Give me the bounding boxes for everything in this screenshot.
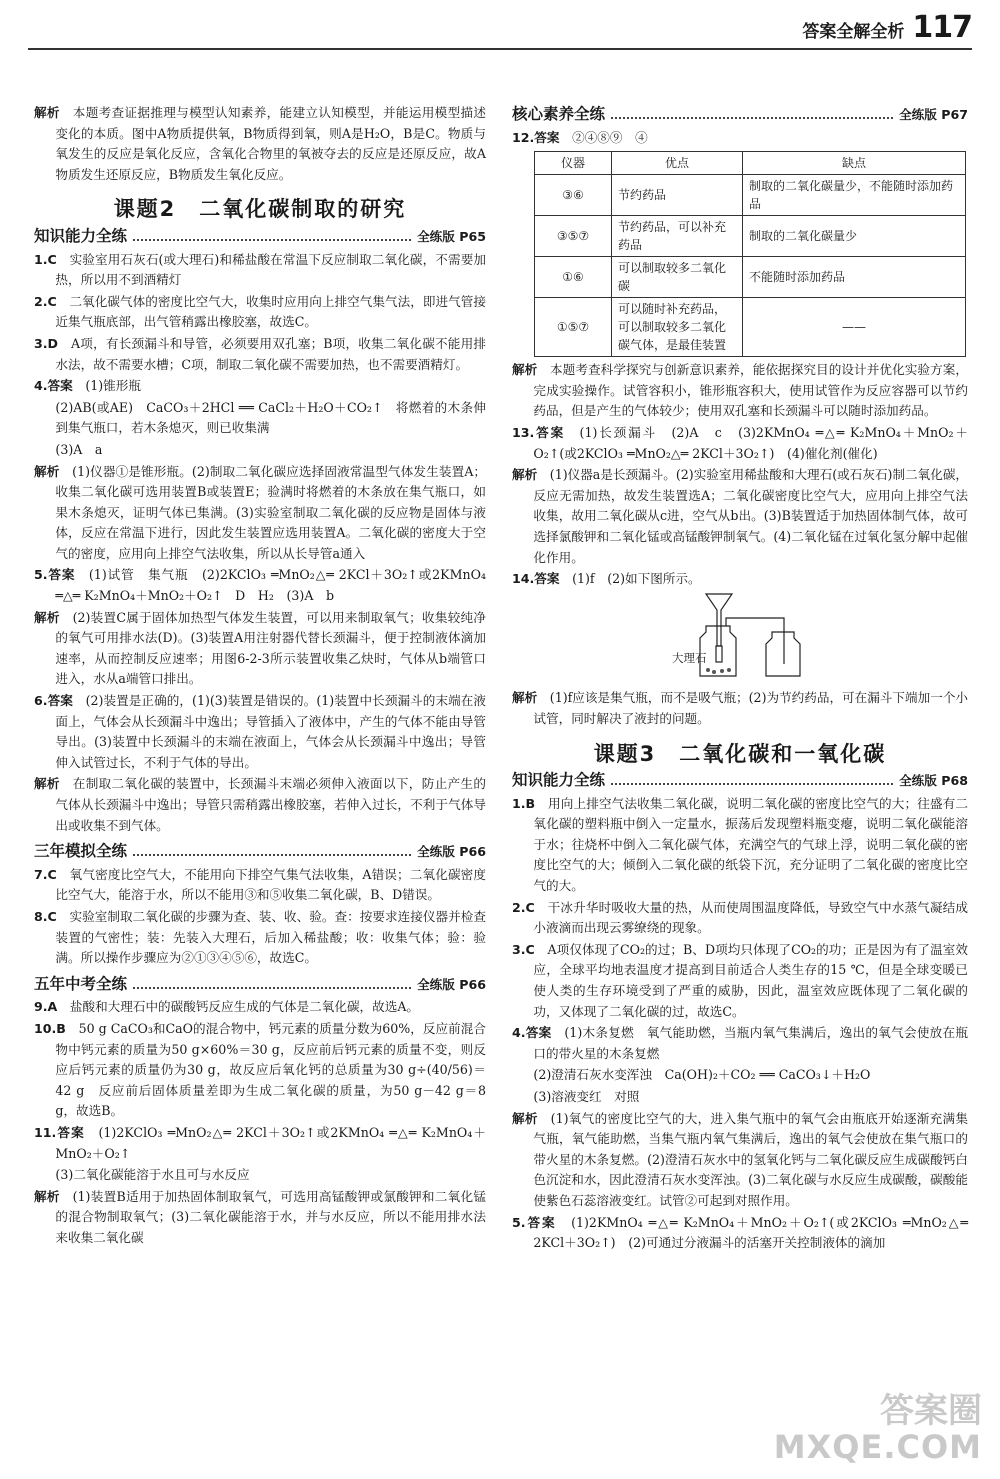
answer-item [512,794,968,897]
answer-list [512,688,968,729]
table-row [535,257,966,298]
section-title: 核心素养全练 [512,105,606,123]
answer-item [512,1087,968,1108]
answer-key: 4.答案 [34,378,73,394]
dot-leader [611,117,893,119]
table-cell: ③⑥ [535,175,612,216]
answer-item [34,865,486,906]
answer-key: 解析 [34,776,60,792]
answer-key: 解析 [34,463,60,479]
funnel-icon [706,594,732,646]
section-version: 全练版 P67 [899,107,968,122]
answer-key: 1.B [512,795,536,811]
answer-text: (1)2KMnO₄ ═△═ K₂MnO₄＋MnO₂＋O₂↑(或2KClO₃ ═MnO₂△═ 2KCl＋3O₂↑) (2)可通过分液漏斗的活塞开关控制液体的滴加 [533,1214,968,1251]
answer-text: (1)仪器①是锥形瓶。(2)制取二氧化碳应选择固液常温型气体发生装置A；收集二氧化碳可选用装置B或装置E；验满时将燃着的木条放在集气瓶口，如果木条熄灭，证明气体已集满。(3)实验室制取二氧化碳的反应物是固体与液体，反应在常温下进行，因此发生装置应选用装置A。二氧化碳的密度大于空气的密度，应用向上排空气法收集，所以从长导管a通入 [55,463,487,561]
answer-item [34,1123,486,1164]
figure-label: 大理石 [672,650,707,665]
answer-item [34,907,486,969]
answer-item [512,569,968,590]
answer-text: 本题考查科学探究与创新意识素养，能依据探究目的设计并优化实验方案，完成实验操作。试管容积小，锥形瓶容积大，使用试管作为反应容器可以节约药品，但是产生的气体较少；使用双孔塞和长颈漏斗可以随时添加药品。 [533,362,969,419]
answer-item [512,688,968,729]
watermark-url: MXQE.COM [773,1428,982,1466]
answer-text: (3)二氧化碳能溶于水且可与水反应 [55,1167,250,1183]
answer-text: (1)氧气的密度比空气的大，进入集气瓶中的氧气会由瓶底开始逐渐充满集气瓶，氧气能助燃，当集气瓶内氧气集满后，逸出的氧气会使放在集气瓶口的带火星的木条复燃。(2)澄清石灰水中的氢氧化钙与二氧化碳反应生成碳酸钙白色沉淀和水，因此澄清石灰水变浑浊。(3)二氧化碳与水反应生成碳酸，碳酸能使紫色石蕊溶液变红。试管②可起到对照作用。 [533,1110,969,1208]
dot-leader [611,783,893,785]
answer-text: (1)试管 集气瓶 (2)2KClO₃ ═MnO₂△═ 2KCl＋3O₂↑或2KMnO₄ ═△═ K₂MnO₄＋MnO₂＋O₂↑ D H₂ (3)A b [55,567,486,604]
header-title: 答案全解全析 [802,22,905,42]
dot-leader [133,854,411,856]
answer-item [34,997,486,1018]
section-title: 知识能力全练 [34,226,128,245]
table-row [535,216,966,257]
answer-text: (1)2KClO₃ ═MnO₂△═ 2KCl＋3O₂↑或2KMnO₄ ═△═ K₂MnO₄＋MnO₂＋O₂↑ [55,1124,486,1161]
answer-key: 11.答案 [34,1124,85,1140]
table-cell: 制取的二氧化碳量少 [743,216,966,257]
section-header [512,104,968,126]
answer-text: 50 g CaCO₃和CaO的混合物中，钙元素的质量分数为60%，反应前混合物中钙元素的质量为50 g×60%＝30 g，反应前后钙元素的质量不变，则反应后钙元素的质量仍为30 g，故反应后氧化钙的总质量为30 g÷(40/56)＝42 g 反应前后固体质量差即为生成二氧化碳的质量，为50 g－42 g＝8 g，故选B。 [55,1020,486,1119]
answer-key: 4.答案 [512,1025,552,1041]
small-tube-icon [716,646,722,662]
answer-text: (3)A a [55,441,103,457]
section-title: 五年中考全练 [34,974,128,993]
table-cell: 节约药品 [612,175,743,216]
answer-text: (2)澄清石灰水变浑浊 Ca(OH)₂＋CO₂ ══ CaCO₃↓＋H₂O [533,1067,871,1083]
answer-text: 实验室用石灰石(或大理石)和稀盐酸在常温下反应制取二氧化碳，不需要加热，所以用不到酒精灯 [55,251,486,288]
answer-text: (1)仪器a是长颈漏斗。(2)实验室用稀盐酸和大理石(或石灰石)制二氧化碳，反应无需加热，故发生装置选A；二氧化碳密度比空气大，应用向上排空气法收集，故用二氧化碳从c进，空气从b出。(3)B装置适于加热固体制气体，故可选择氯酸钾和二氧化锰或高锰酸钾制氧气。(4)二氧化锰在过氧化氢分解中起催化作用。 [533,467,969,565]
table-cell: 可以制取较多二氧化碳 [612,257,743,298]
answer-key: 3.D [34,335,59,351]
comparison-table [534,151,966,357]
header-rule [28,48,972,50]
answer-key: 解析 [512,467,538,483]
answer-text: 干冰升华时吸收大量的热，从而使周围温度降低，导致空气中水蒸气凝结成小液滴而出现云雾缭绕的现象。 [533,899,968,936]
answer-item [512,423,968,464]
table-cell: 节约药品，可以补充药品 [612,216,743,257]
answer-item [34,250,486,291]
left-column [34,103,486,1249]
answer-text: (1)f应该是集气瓶，而不是吸气瓶；(2)为节约药品，可在漏斗下端加一个小试管，同时解决了液封的问题。 [533,690,969,726]
answer-key: 解析 [512,1110,538,1126]
section-title: 知识能力全练 [512,771,606,790]
answer-list [512,794,968,1254]
section-header [512,770,968,792]
answer-list [34,997,486,1248]
answer-key: 解析 [34,1188,60,1204]
answer-item [34,103,486,185]
answer-list [34,865,486,969]
answer-key: 2.C [34,293,57,309]
answer-key: 14.答案 [512,571,560,587]
answer-text: 用向上排空气法收集二氧化碳，说明二氧化碳的密度比空气的大；往盛有二氧化碳的塑料瓶中倒入一定量水，振荡后发现塑料瓶变瘪，说明二氧化碳能溶于水；往烧杯中倒入二氧化碳气体，充满空气的气球上浮，说明二氧化碳的密度比空气的大；倾倒入二氧化碳的纸袋下沉，充分证明了二氧化碳的密度比空气的大。 [533,795,968,894]
delivery-tube-icon [726,618,784,664]
answer-item [34,462,486,565]
answer-key: 10.B [34,1020,66,1036]
answer-key: 解析 [512,690,538,706]
answer-item [512,360,968,422]
answer-item [34,1019,486,1122]
answer-item [34,774,486,836]
answer-text: A项，有长颈漏斗和导管，必须要用双孔塞；B项，收集二氧化碳不能用排水法，故不需要水槽；C项，制取二氧化碳不需要加热，也不需要酒精灯。 [55,335,486,372]
apparatus-figure [672,592,968,685]
answer-text: (1)f (2)如下图所示。 [559,571,701,587]
answer-item: 12.答案 ②④⑧⑨ ④ [512,129,648,145]
answer-key: 5.答案 [34,567,76,583]
answer-key: 解析 [512,362,538,378]
answer-item [34,376,486,397]
answer-text: 盐酸和大理石中的碳酸钙反应生成的气体是二氧化碳，故选A。 [57,999,420,1015]
section-version: 全练版 P66 [417,976,486,992]
answer-key: 9.A [34,999,58,1015]
answer-text: 氧气密度比空气大，不能用向下排空气集气法收集，A错误；二氧化碳密度比空气大，能溶于水，所以不能用③和⑤收集二氧化碳，B、D错误。 [55,866,486,903]
page-number: 117 [912,10,972,45]
answer-item [34,1187,486,1249]
table-cell: ①⑥ [535,257,612,298]
gas-generator-diagram [672,592,822,678]
section-header [34,841,486,863]
dot-leader [133,987,411,989]
answer-key: 3.C [512,941,535,957]
answer-key: 解析 [34,609,60,625]
answer-text: (2)装置C属于固体加热型气体发生装置，可以用来制取氧气；收集较纯净的氧气可用排水法(D)。(3)装置A用注射器代替长颈漏斗，便于控制液体滴加速率，从而控制反应速率；用图6-2-3所示装置收集乙炔时，气体从b端管口进入，水从a端管口排出。 [55,609,486,687]
table-cell: ①⑤⑦ [535,298,612,357]
section-version: 全练版 P65 [417,228,486,244]
dot-leader [133,239,411,241]
right-column [512,104,968,1255]
section-version: 全练版 P68 [899,773,968,789]
answer-item [34,440,486,461]
answer-item [512,1109,968,1212]
answer-key: 2.C [512,899,535,915]
watermark [774,1393,982,1465]
lesson-title-2: 课题2 二氧化碳制取的研究 [113,197,407,222]
section-title: 三年模拟全练 [34,842,128,861]
answer-text: (3)溶液变红 对照 [533,1089,640,1104]
answer-item [512,465,968,568]
table-header: 仪器 [535,152,612,175]
answer-key: 解析 [34,105,60,120]
table-row [535,298,966,357]
answer-text: (1)装置B适用于加热固体制取氧气，可选用高锰酸钾或氯酸钾和二氧化锰的混合物制取氧气；(3)二氧化碳能溶于水，并与水反应，所以不能用排水法来收集二氧化碳 [55,1188,486,1245]
answer-key: 6.答案 [34,693,73,709]
watermark-title: 答案圈 [880,1391,982,1431]
answer-key: 1.C [34,251,57,267]
answer-item [512,940,968,1022]
answer-text: 二氧化碳气体的密度比空气大，收集时应用向上排空气集气法，即进气管接近集气瓶底部，出气管稍露出橡胶塞，故选C。 [55,293,486,330]
section-header [34,974,486,996]
table-cell: 不能随时添加药品 [743,257,966,298]
answer-text: (2)AB(或AE) CaCO₃＋2HCl ══ CaCl₂＋H₂O＋CO₂↑ 将燃着的木条伸到集气瓶口，若木条熄灭，则已收集满 [55,399,486,436]
table-cell: 可以随时补充药品，可以制取较多二氧化碳气体，是最佳装置 [612,298,743,357]
answer-list [34,250,486,837]
answer-text: 实验室制取二氧化碳的步骤为查、装、收、验。查：按要求连接仪器并检查装置的气密性；装：先装入大理石，后加入稀盐酸；收：收集气体；验：验满。所以操作步骤应为②①③④⑤⑥，故选C。 [55,908,486,966]
answer-text: (2)装置是正确的，(1)(3)装置是错误的。(1)装置中长颈漏斗的末端在液面上，气体会从长颈漏斗中逸出；导管插入了液体中，产生的气体不能由导管导出。(3)装置中长颈漏斗的末端在液面上，气体会从长颈漏斗中逸出；导管伸入试管过长，不利于气体的导出。 [55,693,486,770]
answer-item [34,691,486,773]
answer-item [34,292,486,333]
table-cell: ③⑤⑦ [535,216,612,257]
answer-item [512,1023,968,1064]
section-version: 全练版 P66 [417,844,486,860]
answer-text: 本题考查证据推理与模型认知素养，能建立认知模型，并能运用模型描述变化的本质。图中A物质提供氧，B物质得到氧，则A是H₂O，B是C。物质与氧发生的反应是氧化反应，含氧化合物里的氧被夺去的反应是还原反应，故A物质发生还原反应，B物质发生氧化反应。 [55,105,487,182]
answer-text: (1)木条复燃 氧气能助燃，当瓶内氧气集满后，逸出的氧气会使放在瓶口的带火星的木条复燃 [533,1025,968,1061]
answer-text: 在制取二氧化碳的装置中，长颈漏斗末端必须伸入液面以下，防止产生的气体从长颈漏斗中逸出；导管只需稍露出橡胶塞，若伸入过长，不利于气体导出或收集不到气体。 [55,776,487,833]
answer-text: A项仅体现了CO₂的过；B、D项均只体现了CO₂的功；正是因为有了温室效应，全球平均地表温度才提高到目前适合人类生存的15 ℃，但是全球变暖已使人类的生存环境受到了严重的威胁，因此，温室效应既体现了二氧化碳的功，又体现了二氧化碳的过，故选C。 [533,941,968,1019]
collection-bottle-icon [766,632,800,676]
answer-text: (1)锥形瓶 [72,378,141,394]
answer-key: 8.C [34,908,57,924]
answer-item [34,334,486,375]
answer-item [34,398,486,439]
table-header-row [535,152,966,175]
table-row [535,175,966,216]
answer-item [512,1213,968,1254]
answer-key: 7.C [34,866,57,882]
answer-item [34,565,486,606]
page-header [802,10,972,45]
answer-item [512,1065,968,1086]
table-header: 优点 [612,152,743,175]
intro-block [34,103,486,185]
answer-list [512,360,968,590]
answer-item [34,608,486,690]
answer-key: 5.答案 [512,1214,557,1230]
section-header [34,226,486,248]
table-header: 缺点 [743,152,966,175]
answer-text: (1)长颈漏斗 (2)A c (3)2KMnO₄ ═△═ K₂MnO₄＋MnO₂＋O₂↑(或2KClO₃ ═MnO₂△═ 2KCl＋3O₂↑) (4)催化剂(催化) [533,424,968,461]
answer-item [34,1165,486,1186]
table-cell: —— [743,298,966,357]
lesson-title-3: 课题3 二氧化碳和一氧化碳 [593,741,887,766]
table-cell: 制取的二氧化碳量少，不能随时添加药品 [743,175,966,216]
answer-item [512,898,968,939]
answer-key: 13.答案 [512,424,566,440]
